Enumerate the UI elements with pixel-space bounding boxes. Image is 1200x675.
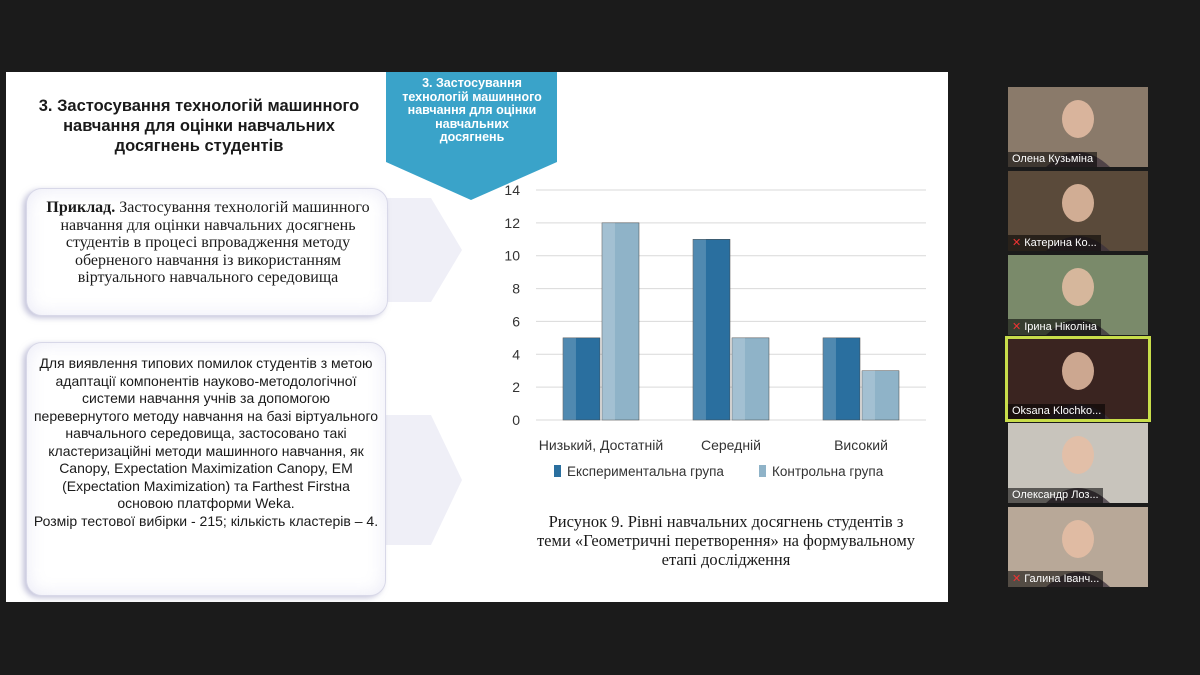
muted-mic-icon: ✕ [1012,237,1022,249]
bar-chart [476,172,936,492]
participant-tile[interactable] [1008,171,1148,251]
slide-title: 3. Застосування технологій машинного навчання для оцінки навчальних досягнень студентів [38,97,360,155]
y-tick-label: 14 [504,182,520,198]
participant-name-text: Oksana Klochko... [1012,405,1102,417]
banner-text: 3. Застосування технологій машинного навчання для оцінки навчальних досягнень [402,76,542,144]
description-sample: Розмір тестової вибірки - 215; кількість кластерів – 4. [33,512,379,529]
participant-name [1008,571,1103,587]
participant-name [1008,319,1101,335]
y-tick-label: 10 [504,247,520,264]
participant-name [1008,488,1103,503]
x-tick-label: Середній [701,437,761,453]
bar-highlight [732,338,745,420]
y-tick-label: 2 [512,379,520,396]
legend-label: Контрольна група [772,464,884,479]
participant-name-text: Катерина Ко... [1024,237,1097,249]
participant-tile[interactable] [1008,423,1148,503]
description-box [26,342,386,596]
x-tick-label: Високий [834,437,888,453]
description-body: Для виявлення типових помилок студентів з метою адаптації компонентів науково-методологічної системи навчання учнів за допомогою перевернутого методу навчання на базі віртуального навчального середовища, застосовано такі кластеризаційні методи машинного навчання, як Canopy, Expectation Maximization Canopy, EM (Expectation Maximization) та Farthest Firstна основою платформи Weka. [33,355,379,511]
legend-swatch [759,465,766,477]
participant-tile[interactable] [1008,339,1148,419]
participant-name-text: Олена Кузьміна [1012,153,1094,165]
y-tick-label: 12 [504,214,520,231]
bar-highlight [862,371,875,420]
example-text [39,199,377,287]
bar-highlight [823,338,836,420]
y-tick-label: 6 [512,313,520,330]
legend-label: Експериментальна група [567,464,724,479]
y-tick-label: 4 [512,346,520,363]
y-tick-label: 0 [512,412,520,428]
bar-highlight [602,223,615,420]
participant-name-text: Галина Іванч... [1024,573,1100,585]
participant-tile[interactable] [1008,87,1148,167]
arrow-shapes [376,190,486,602]
participant-name [1008,235,1101,251]
example-body: Застосування технологій машинного навчання для оцінки навчальних досягнень студентів в процесі впровадження методу оберненого навчання із використанням віртуального навчального середовища [60,199,370,286]
y-tick-label: 8 [512,280,520,297]
muted-mic-icon: ✕ [1012,321,1022,333]
participant-name [1008,152,1097,167]
presentation-slide [6,72,948,602]
bar-highlight [563,338,576,420]
participant-tile[interactable] [1008,507,1148,587]
figure-caption: Рисунок 9. Рівні навчальних досягнень студентів з теми «Геометричні перетворення» на формувальному етапі дослідження [536,512,916,569]
x-tick-label: Низький, Достатній [538,437,664,453]
participant-tile[interactable] [1008,255,1148,335]
participant-name [1008,404,1105,419]
example-box [26,188,388,316]
bar-highlight [693,239,706,420]
participant-name-text: Ірина Ніколіна [1024,321,1098,333]
legend-swatch [554,465,561,477]
description-text [33,355,379,530]
muted-mic-icon: ✕ [1012,573,1022,585]
example-label: Приклад. [46,199,116,216]
participant-name-text: Олександр Лоз... [1012,489,1099,501]
